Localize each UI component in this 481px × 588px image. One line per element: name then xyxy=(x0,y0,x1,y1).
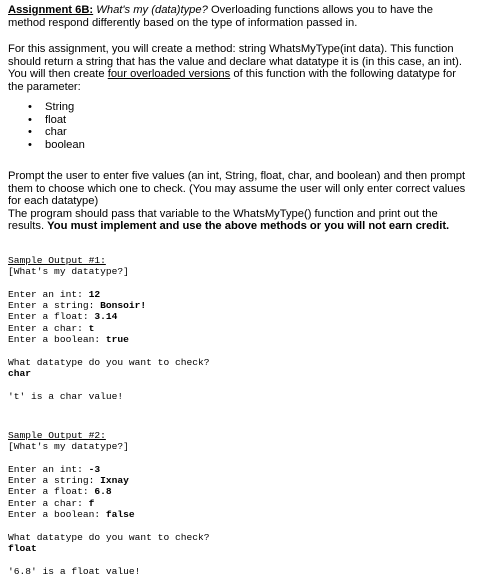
datatype-list xyxy=(8,101,473,151)
input-line: Enter a boolean: false xyxy=(8,509,135,521)
list-item-label: String xyxy=(45,101,75,113)
bullet-icon: • xyxy=(28,138,32,151)
check-question: What datatype do you want to check? xyxy=(8,356,210,368)
result-line: '6.8' is a float value! xyxy=(8,565,141,577)
sample-subheading: [What's my datatype?] xyxy=(8,266,129,278)
input-line: Enter an int: 12 xyxy=(8,288,101,300)
input-line: Enter a string: Bonsoir! xyxy=(8,300,147,312)
requirements-text xyxy=(8,208,473,233)
requirements-plain: The program should pass that variable to the WhatsMyType() function and print out the results. xyxy=(8,207,438,232)
input-line: Enter a float: 6.8 xyxy=(8,486,112,498)
bullet-icon: • xyxy=(28,113,32,126)
assignment-title: Assignment 6B: xyxy=(8,4,94,16)
task-paragraph xyxy=(8,170,473,233)
check-answer: float xyxy=(8,542,37,554)
task-text: Prompt the user to enter five values (an int, String, float, char, and boolean) and then prompt them to choose which one to check. (You may assume the user will only enter correct values for each datatype) xyxy=(8,170,466,207)
check-answer: char xyxy=(8,367,32,379)
intro-paragraph xyxy=(8,4,473,29)
sample-output-2 xyxy=(8,430,473,577)
list-item-label: float xyxy=(45,113,67,126)
result-line: 't' is a char value! xyxy=(8,390,124,402)
instructions-text-after: of this function with the following datatype for the parameter: xyxy=(8,68,456,93)
sample-subheading: [What's my datatype?] xyxy=(8,441,129,453)
intro-text: Overloading functions allows you to have the method respond differently based on the type of information passed in. xyxy=(8,4,433,29)
sample-output-1 xyxy=(8,255,473,402)
requirements-bold: You must implement and use the above methods or you will not earn credit. xyxy=(47,220,450,232)
sample-heading: Sample Output #1: xyxy=(8,255,106,266)
overloaded-versions-link-text: four overloaded versions xyxy=(107,68,231,80)
input-line: Enter a string: Ixnay xyxy=(8,475,129,487)
assignment-subtitle: What's my (data)type? xyxy=(96,4,208,16)
bullet-icon: • xyxy=(28,101,32,113)
instructions-text-before: For this assignment, you will create a method: string WhatsMyType(int data). This function should return a string that has the value and declare what datatype it is (in this case, an int). You will then create xyxy=(8,43,462,80)
input-line: Enter an int: -3 xyxy=(8,463,101,475)
input-line: Enter a char: f xyxy=(8,497,95,509)
instructions-paragraph xyxy=(8,43,473,93)
list-item-label: boolean xyxy=(45,138,85,151)
input-line: Enter a char: t xyxy=(8,322,95,334)
list-item xyxy=(8,114,473,127)
sample-heading: Sample Output #2: xyxy=(8,430,106,441)
list-item-label: char xyxy=(45,126,67,138)
list-item xyxy=(8,101,473,114)
list-item xyxy=(8,126,473,139)
bullet-icon: • xyxy=(28,126,32,138)
list-item xyxy=(8,139,473,152)
check-question: What datatype do you want to check? xyxy=(8,531,210,543)
input-line: Enter a boolean: true xyxy=(8,334,129,346)
input-line: Enter a float: 3.14 xyxy=(8,311,118,323)
